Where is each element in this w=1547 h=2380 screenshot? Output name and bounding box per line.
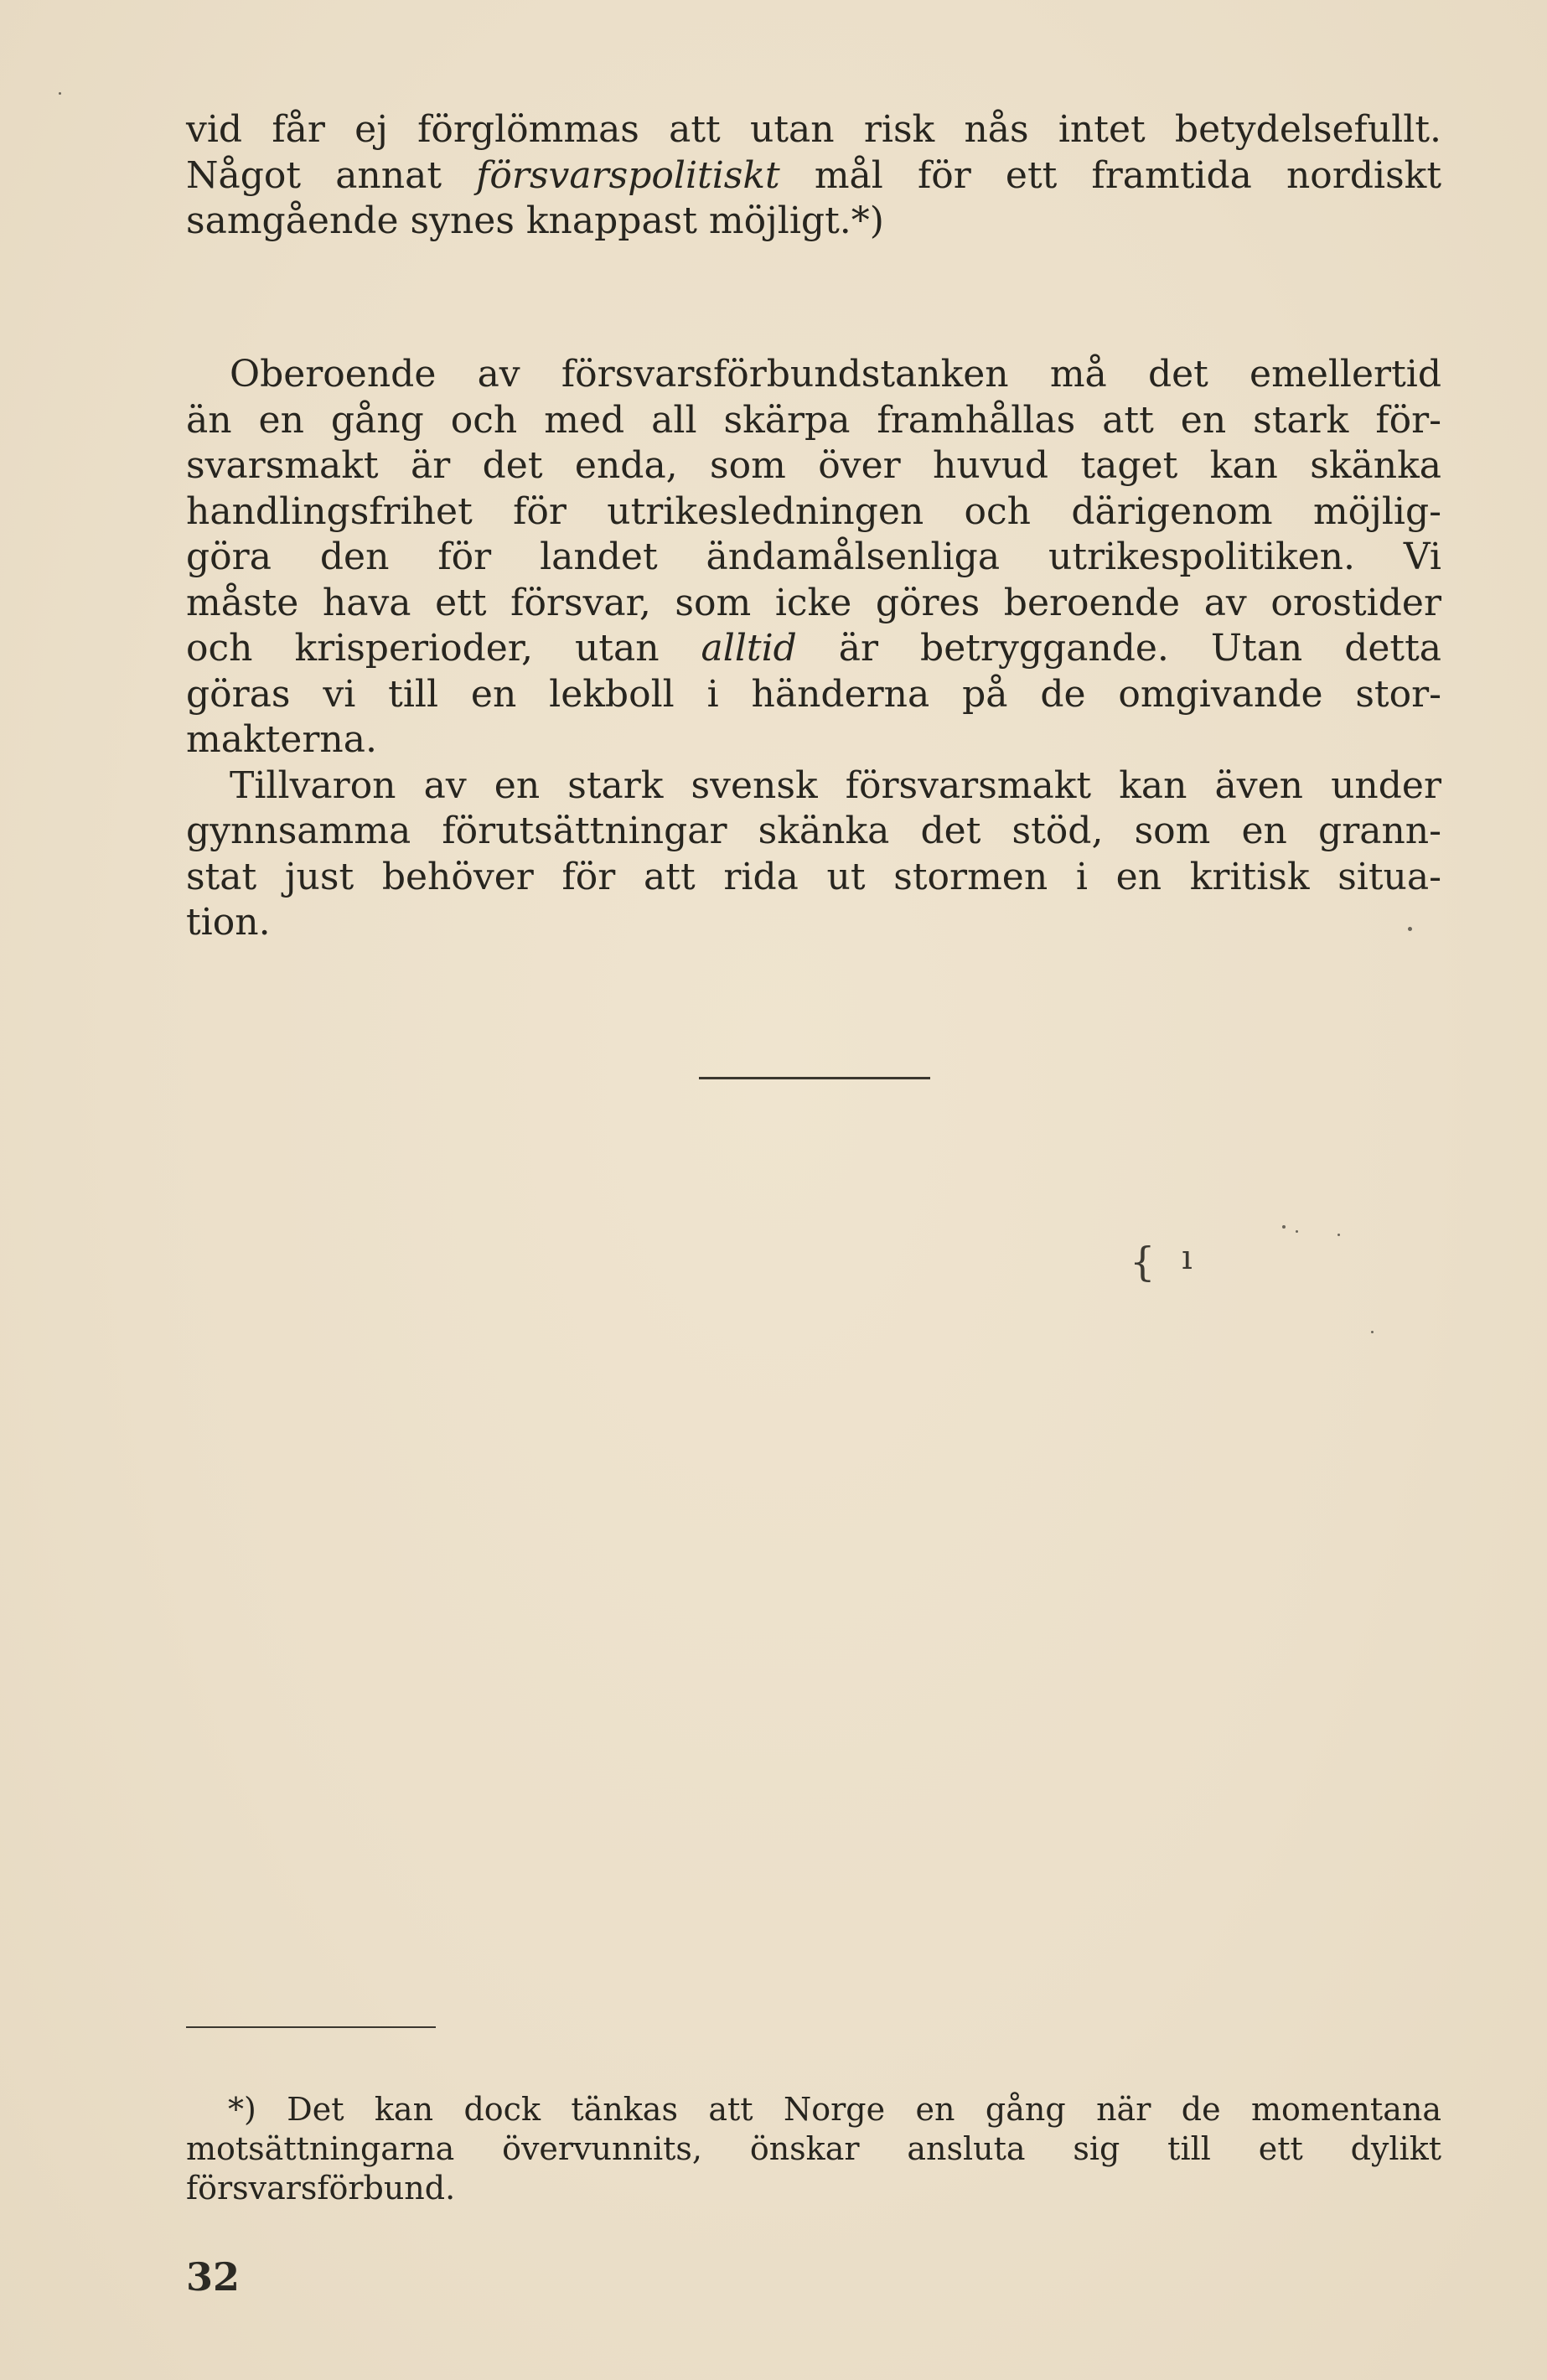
paragraph-defense <box>186 352 1441 763</box>
print-speck <box>1296 1230 1298 1233</box>
text-line: göras vi till en lekboll i händerna på de omgivande stor- <box>186 672 1441 716</box>
text-line: måste hava ett försvar, som icke göres beroende av orostider <box>186 581 1441 624</box>
footnote <box>186 2090 1441 2208</box>
text-line: Oberoende av försvarsförbundstanken må det emellertid <box>230 353 1441 396</box>
italic-term: alltid <box>701 627 797 670</box>
text-line: göra den för landet ändamålsenliga utrikespolitiken. Vi <box>186 536 1441 578</box>
text-segment: och krisperioder, utan <box>186 627 701 670</box>
paragraph-neighbor-state <box>186 763 1441 946</box>
print-speck <box>59 92 61 95</box>
page-number: 32 <box>186 2254 241 2300</box>
text-line: samgående synes knappast möjligt.*) <box>186 199 884 242</box>
text-line: vid får ej förglömmas att utan risk nås intet betydelsefullt. <box>186 108 1441 151</box>
print-speck <box>1337 1234 1340 1236</box>
print-speck <box>1371 1331 1374 1333</box>
print-speck <box>1282 1225 1286 1229</box>
italic-term: försvarspolitiskt <box>476 153 780 197</box>
text-line: än en gång och med all skärpa framhållas att en stark för- <box>186 398 1441 442</box>
footnote-line: *) Det kan dock tänkas att Norge en gång när de momentana <box>228 2091 1441 2128</box>
ink-smudge: ı <box>1182 1239 1193 1277</box>
text-segment: mål för ett framtida nordiskt <box>779 153 1441 197</box>
section-divider <box>699 1077 930 1079</box>
text-line <box>186 153 1441 199</box>
ink-smudge: { <box>1130 1239 1156 1286</box>
text-block-main <box>186 352 1441 946</box>
text-line: gynnsamma förutsättningar skänka det stöd, som en grann- <box>186 810 1441 852</box>
text-segment: Något annat <box>186 153 477 197</box>
footnote-line: motsättningarna övervunnits, önskar ansluta sig till ett dylikt <box>186 2130 1441 2167</box>
text-line: stat just behöver för att rida ut stormen i en kritisk situa- <box>186 855 1441 898</box>
print-speck <box>1408 927 1412 931</box>
text-line: svarsmakt är det enda, som över huvud taget kan skänka <box>186 444 1441 487</box>
text-line: tion. <box>186 901 271 944</box>
text-line: Tillvaron av en stark svensk försvarsmakt kan även under <box>230 763 1441 807</box>
text-block-top <box>186 107 1441 245</box>
text-segment: är betryggande. Utan detta <box>796 627 1442 670</box>
text-line <box>186 626 1441 672</box>
footnote-divider <box>186 2026 436 2028</box>
text-line: makterna. <box>186 718 377 761</box>
footnote-line: försvarsförbund. <box>186 2170 456 2207</box>
paragraph-continuation <box>186 107 1441 245</box>
text-line: handlingsfrihet för utrikesledningen och därigenom möjlig- <box>186 489 1441 533</box>
